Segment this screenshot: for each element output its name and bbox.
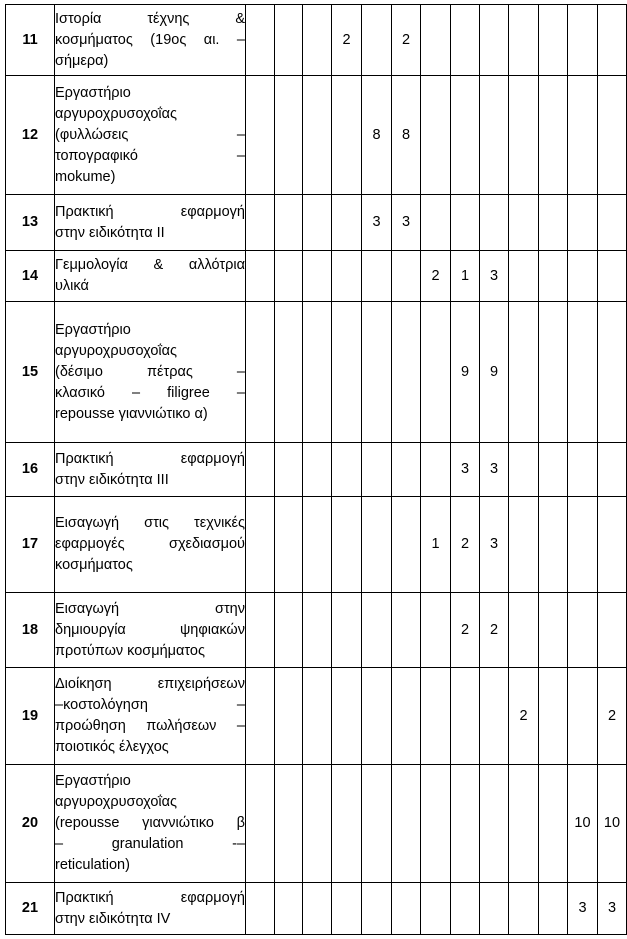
hours-cell [275, 883, 303, 935]
hours-cell [275, 443, 303, 497]
course-number: 15 [6, 302, 55, 443]
hours-cell [480, 5, 509, 76]
course-title [55, 302, 246, 443]
hours-cell [421, 593, 451, 668]
hours-cell [539, 883, 568, 935]
course-number: 21 [6, 883, 55, 935]
course-title-line: Εισαγωγή στις τεχνικές [55, 515, 245, 531]
course-number: 16 [6, 443, 55, 497]
hours-cell: 1 [451, 251, 480, 302]
hours-cell [539, 5, 568, 76]
course-title-line: Πρακτική εφαρμογή [55, 203, 245, 220]
hours-cell [392, 765, 421, 883]
hours-cell: 3 [362, 195, 392, 251]
course-title-line: κλασικό – filigree – [55, 384, 245, 401]
hours-cell [275, 5, 303, 76]
hours-cell [246, 5, 275, 76]
hours-cell [509, 76, 539, 195]
hours-cell [392, 593, 421, 668]
hours-cell [509, 195, 539, 251]
course-title [55, 76, 246, 195]
course-title-line: (repousse γιαννιώτικο β [55, 815, 245, 831]
hours-cell [362, 593, 392, 668]
hours-cell [392, 668, 421, 765]
hours-cell [246, 302, 275, 443]
hours-cell [539, 765, 568, 883]
hours-cell [509, 883, 539, 935]
hours-cell [392, 497, 421, 593]
hours-cell [421, 883, 451, 935]
course-number: 12 [6, 76, 55, 195]
hours-cell [451, 668, 480, 765]
course-title-line: reticulation) [55, 857, 130, 873]
course-title-line: Διοίκηση επιχειρήσεων [55, 676, 245, 692]
hours-cell [480, 765, 509, 883]
course-number: 17 [6, 497, 55, 593]
hours-cell [392, 302, 421, 443]
hours-cell [246, 76, 275, 195]
course-number: 19 [6, 668, 55, 765]
hours-cell [303, 5, 332, 76]
hours-cell [246, 497, 275, 593]
hours-cell [246, 593, 275, 668]
hours-cell: 3 [392, 195, 421, 251]
hours-cell [332, 251, 362, 302]
hours-cell [246, 668, 275, 765]
hours-cell [598, 302, 627, 443]
hours-cell [480, 668, 509, 765]
hours-cell [332, 195, 362, 251]
hours-cell [598, 251, 627, 302]
course-number: 11 [6, 5, 55, 76]
hours-cell [509, 302, 539, 443]
hours-cell [568, 497, 598, 593]
hours-cell [332, 497, 362, 593]
table-row [6, 251, 627, 302]
hours-cell: 3 [451, 443, 480, 497]
hours-cell [421, 76, 451, 195]
course-title [55, 443, 246, 497]
hours-cell [568, 195, 598, 251]
hours-cell [480, 76, 509, 195]
course-title-line: αργυροχρυσοχοΐας [55, 794, 178, 810]
hours-cell [539, 251, 568, 302]
course-title-line: τοπογραφικό – [55, 147, 245, 164]
hours-cell [539, 195, 568, 251]
hours-cell [598, 76, 627, 195]
hours-cell: 2 [509, 668, 539, 765]
hours-cell [275, 765, 303, 883]
course-number: 14 [6, 251, 55, 302]
hours-cell [275, 302, 303, 443]
table-row [6, 5, 627, 76]
hours-cell: 10 [598, 765, 627, 883]
hours-cell [421, 443, 451, 497]
course-title-line: (δέσιμο πέτρας – [55, 363, 245, 380]
course-title-line: mokume) [55, 168, 116, 185]
course-title-line: Εργαστήριο [55, 321, 131, 338]
hours-cell: 2 [332, 5, 362, 76]
hours-cell [539, 668, 568, 765]
course-title-line: repousse γιαννιώτικο α) [55, 405, 208, 422]
hours-cell [509, 593, 539, 668]
hours-cell [451, 765, 480, 883]
hours-cell [246, 251, 275, 302]
hours-cell [568, 251, 598, 302]
hours-cell [303, 195, 332, 251]
hours-cell: 3 [480, 443, 509, 497]
hours-cell [332, 302, 362, 443]
course-title-line: υλικά [55, 278, 89, 294]
course-title-line: κοσμήματος [55, 557, 133, 573]
hours-cell [539, 302, 568, 443]
hours-cell [303, 497, 332, 593]
hours-cell [332, 883, 362, 935]
course-number: 18 [6, 593, 55, 668]
hours-cell [568, 668, 598, 765]
hours-cell: 2 [598, 668, 627, 765]
course-title-line: Πρακτική εφαρμογή [55, 450, 245, 467]
hours-cell [598, 497, 627, 593]
hours-cell [598, 443, 627, 497]
hours-cell [303, 443, 332, 497]
hours-cell [362, 497, 392, 593]
hours-cell [480, 883, 509, 935]
hours-cell [275, 668, 303, 765]
hours-cell [509, 251, 539, 302]
hours-cell [332, 668, 362, 765]
hours-cell: 3 [480, 497, 509, 593]
hours-cell [332, 76, 362, 195]
course-title-line: (φυλλώσεις – [55, 126, 245, 143]
table-row [6, 883, 627, 935]
hours-cell: 2 [451, 593, 480, 668]
hours-cell: 2 [451, 497, 480, 593]
hours-cell [598, 5, 627, 76]
course-number: 13 [6, 195, 55, 251]
hours-cell [421, 195, 451, 251]
table-row [6, 497, 627, 593]
hours-cell [303, 668, 332, 765]
curriculum-table [5, 4, 627, 935]
table-row [6, 593, 627, 668]
course-title-line: προώθηση πωλήσεων – [55, 718, 245, 734]
course-title-line: Πρακτική εφαρμογή [55, 889, 245, 906]
course-title-line: Εργαστήριο [55, 84, 131, 101]
hours-cell [568, 5, 598, 76]
table-row [6, 76, 627, 195]
course-title-line: στην ειδικότητα ΙΙΙ [55, 471, 169, 488]
hours-cell [303, 593, 332, 668]
hours-cell [568, 443, 598, 497]
hours-cell [392, 251, 421, 302]
course-title [55, 5, 246, 76]
hours-cell [509, 497, 539, 593]
hours-cell [392, 883, 421, 935]
hours-cell [303, 76, 332, 195]
hours-cell [246, 883, 275, 935]
hours-cell [392, 443, 421, 497]
hours-cell [568, 593, 598, 668]
course-title-line: εφαρμογές σχεδιασμού [55, 536, 245, 552]
hours-cell [246, 443, 275, 497]
hours-cell [362, 443, 392, 497]
hours-cell [509, 765, 539, 883]
table-row [6, 195, 627, 251]
hours-cell [451, 5, 480, 76]
course-title-line: ποιοτικός έλεγχος [55, 739, 169, 755]
hours-cell: 1 [421, 497, 451, 593]
course-title [55, 195, 246, 251]
course-number: 20 [6, 765, 55, 883]
course-title-line: Γεμμολογία & αλλότρια [55, 257, 245, 273]
course-title [55, 668, 246, 765]
hours-cell [362, 5, 392, 76]
hours-cell: 3 [480, 251, 509, 302]
table-row [6, 765, 627, 883]
course-title-line: προτύπων κοσμήματος [55, 642, 205, 659]
hours-cell [539, 443, 568, 497]
hours-cell [332, 443, 362, 497]
table-row [6, 443, 627, 497]
hours-cell [480, 195, 509, 251]
hours-cell [598, 593, 627, 668]
hours-cell [598, 195, 627, 251]
course-title-line: αργυροχρυσοχοΐας [55, 105, 178, 122]
hours-cell: 8 [362, 76, 392, 195]
hours-cell [303, 251, 332, 302]
hours-cell [332, 593, 362, 668]
hours-cell [509, 443, 539, 497]
table-row [6, 668, 627, 765]
hours-cell [362, 251, 392, 302]
hours-cell: 3 [598, 883, 627, 935]
hours-cell [451, 76, 480, 195]
hours-cell [275, 195, 303, 251]
course-title-line: – granulation -– [55, 836, 245, 852]
hours-cell [568, 302, 598, 443]
hours-cell [421, 302, 451, 443]
course-title-line: δημιουργία ψηφιακών [55, 621, 245, 638]
course-title [55, 765, 246, 883]
table-body [6, 5, 627, 935]
hours-cell: 2 [392, 5, 421, 76]
hours-cell [246, 765, 275, 883]
hours-cell: 2 [480, 593, 509, 668]
hours-cell [303, 883, 332, 935]
hours-cell [275, 76, 303, 195]
hours-cell [332, 765, 362, 883]
hours-cell [451, 195, 480, 251]
course-title [55, 251, 246, 302]
hours-cell [362, 765, 392, 883]
course-title-line: κοσμήματος (19ος αι. – [55, 31, 245, 48]
hours-cell [421, 668, 451, 765]
hours-cell: 8 [392, 76, 421, 195]
hours-cell [539, 593, 568, 668]
course-title [55, 883, 246, 935]
hours-cell: 3 [568, 883, 598, 935]
hours-cell: 9 [480, 302, 509, 443]
hours-cell [362, 302, 392, 443]
course-title-line: στην ειδικότητα ΙV [55, 910, 171, 927]
hours-cell: 9 [451, 302, 480, 443]
hours-cell [539, 497, 568, 593]
table-row [6, 302, 627, 443]
hours-cell [421, 765, 451, 883]
hours-cell [362, 668, 392, 765]
hours-cell [509, 5, 539, 76]
hours-cell [303, 302, 332, 443]
course-title-line: αργυροχρυσοχοΐας [55, 342, 178, 359]
course-title [55, 497, 246, 593]
course-title [55, 593, 246, 668]
hours-cell: 10 [568, 765, 598, 883]
course-title-line: Εργαστήριο [55, 773, 131, 789]
hours-cell [451, 883, 480, 935]
hours-cell [303, 765, 332, 883]
course-title-line: –κοστολόγηση – [55, 697, 245, 713]
course-title-line: στην ειδικότητα ΙΙ [55, 224, 165, 241]
course-title-line: Ιστορία τέχνης & [55, 10, 245, 27]
hours-cell [275, 593, 303, 668]
hours-cell [275, 497, 303, 593]
hours-cell [362, 883, 392, 935]
hours-cell [539, 76, 568, 195]
course-title-line: Εισαγωγή στην [55, 600, 245, 617]
hours-cell: 2 [421, 251, 451, 302]
hours-cell [568, 76, 598, 195]
hours-cell [421, 5, 451, 76]
hours-cell [246, 195, 275, 251]
hours-cell [275, 251, 303, 302]
course-title-line: σήμερα) [55, 52, 109, 69]
